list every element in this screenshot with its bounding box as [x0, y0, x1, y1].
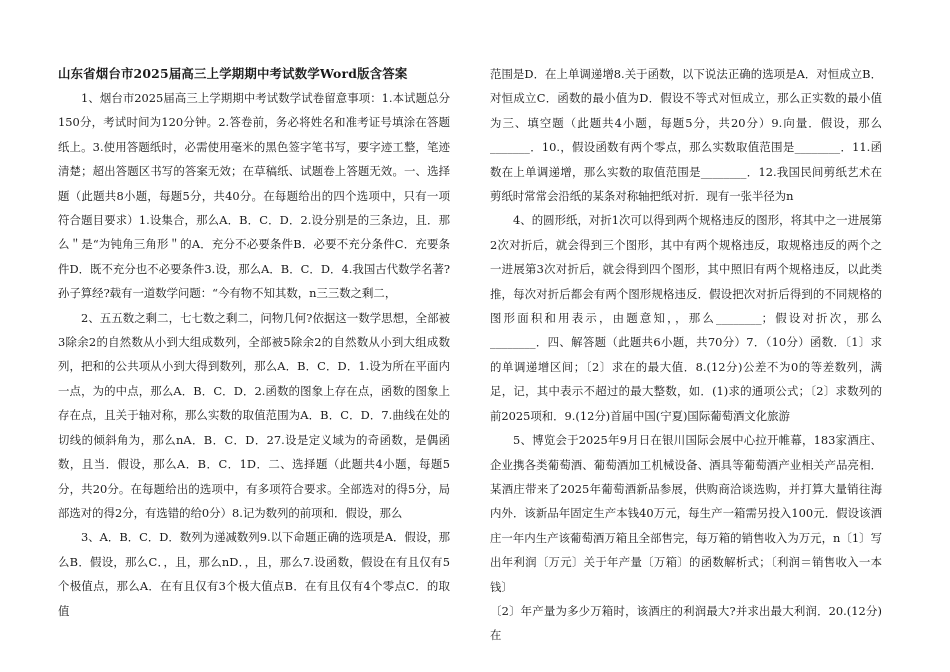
- paragraph-2: 2、五五数之剩二，七七数之剩二，问物几何?依据这一数学思想，全部被3除余2的自然数从小到大组成数列，全部被5除余2的自然数从小到大组成数列，把和的公共项从小到大得到数列，那么A．B．C．D．1.设为所在平面内一点，为的中点，那么A．B．C．D．2.函数的图象上存在点，函数的图象上存在点，且关于轴对称，那么实数的取值范围为A．B．C．D．7.曲线在处的切线的倾斜角为，那么nA．B．C．D．27.设是定义域为的奇函数，是偶函数，且当．假设，那么A．B．C．1D．二、选择题（此题共4小题，每题5分，共20分。在每题给出的选项中，有多项符合要求。全部选对的得5分，局部选对的得2分，有选错的给0分）8.记为数列的前项和．假设，那么: [58, 310, 450, 520]
- paragraph-5: 5、博览会于2025年9月日在银川国际会展中心拉开帷幕，183家酒庄、企业携各类葡萄酒、葡萄酒加工机械设备、酒具等葡萄酒产业相关产品亮相．某酒庄带来了2025年葡萄酒新品参展，供购商洽谈选购，并打算大量销往海内外．该新品年固定生产本钱40万元，每生产一箱需另投入100元．假设该酒庄一年内生产该葡萄酒万箱且全部售完，每万箱的销售收入为万元，n〔1〕写出年利润〔万元〕关于年产量〔万箱〕的函数解析式；〔利润＝销售收入一本钱〕: [490, 433, 882, 594]
- paragraph-4: 4、的圆形纸，对折1次可以得到两个规格违反的图形，将其中之一进展第2次对折后，就会得到三个图形，其中有两个规格违反，取规格违反的两个之一进展第3次对折后，就会得到四个图形，其中照旧有两个规格违反，以此类推，每次对折后都会有两个图形规格违反．假设把次对折后得到的不同规格的图形面积和用表示，由题意知，，那么________；假设对折次，那么________．四、解答题（此题共6小题，共70分）7．（10分）函数．〔1〕求的单调递增区间；〔2〕求在的最大值．8.(12分)公差不为0的等差数列，满足，记，其中表示不超过的最大整数，如．(1)求的通项公式；〔2〕求数列的前2025项和．9.(12分)首届中国(宁夏)国际葡萄酒文化旅游: [490, 213, 882, 423]
- left-column: [58, 62, 450, 623]
- paragraph-3-continued: 范围是D．在上单调递增8.关于函数，以下说法正确的选项是A．对恒成立B．对恒成立C．函数的最小值为D．假设不等式对恒成立，那么正实数的最小值为三、填空题（此题共4小题，每题5分，共20分）9.向量．假设，那么_______．10.，假设函数有两个零点，那么实数取值范围是________．11.函数在上单调递增，那么实数的取值范围是________．12.我国民间剪纸艺术在剪纸时常常会沿纸的某条对称轴把纸对折．现有一张半径为n: [490, 67, 882, 204]
- paragraph-5-continued: 〔2〕年产量为多少万箱时，该酒庄的利润最大?并求出最大利润．20.(12分)在: [490, 603, 882, 643]
- paragraph-3: 3、A．B．C．D．数列为递减数列9.以下命题正确的选项是A．假设，那么B．假设，那么C．，且，那么nD．，且，那么7.设函数，假设在有且仅有5个极值点，那么A．在有且仅有3个极大值点B．在有且仅有4个零点C．的取值: [58, 530, 450, 618]
- paragraph-1: 1、烟台市2025届高三上学期期中考试数学试卷留意事项：1.本试题总分150分，考试时间为120分钟。2.答卷前，务必将姓名和准考证号填涂在答题纸上。3.使用答题纸时，必需使用毫米的黑色签字笔书写，要字迹工整，笔迹清楚；超出答题区书写的答案无效；在草稿纸、试题卷上答题无效。一、选择题（此题共8小题，每题5分，共40分。在每题给出的四个选项中，只有一项符合题目要求）1.设集合，那么A．B．C．D．2.设分别是的三条边，且．那么＂是“为钝角三角形＂的A．充分不必要条件B．必要不充分条件C．充要条件D．既不充分也不必要条件3.设，那么A．B．C．D．4.我国古代数学名著?孙子算经?载有一道数学问题：“今有物不知其数，n三三数之剩二，: [58, 91, 450, 301]
- right-column: [490, 62, 882, 648]
- document-title: 山东省烟台市2025届高三上学期期中考试数学Word版含答案: [58, 66, 408, 81]
